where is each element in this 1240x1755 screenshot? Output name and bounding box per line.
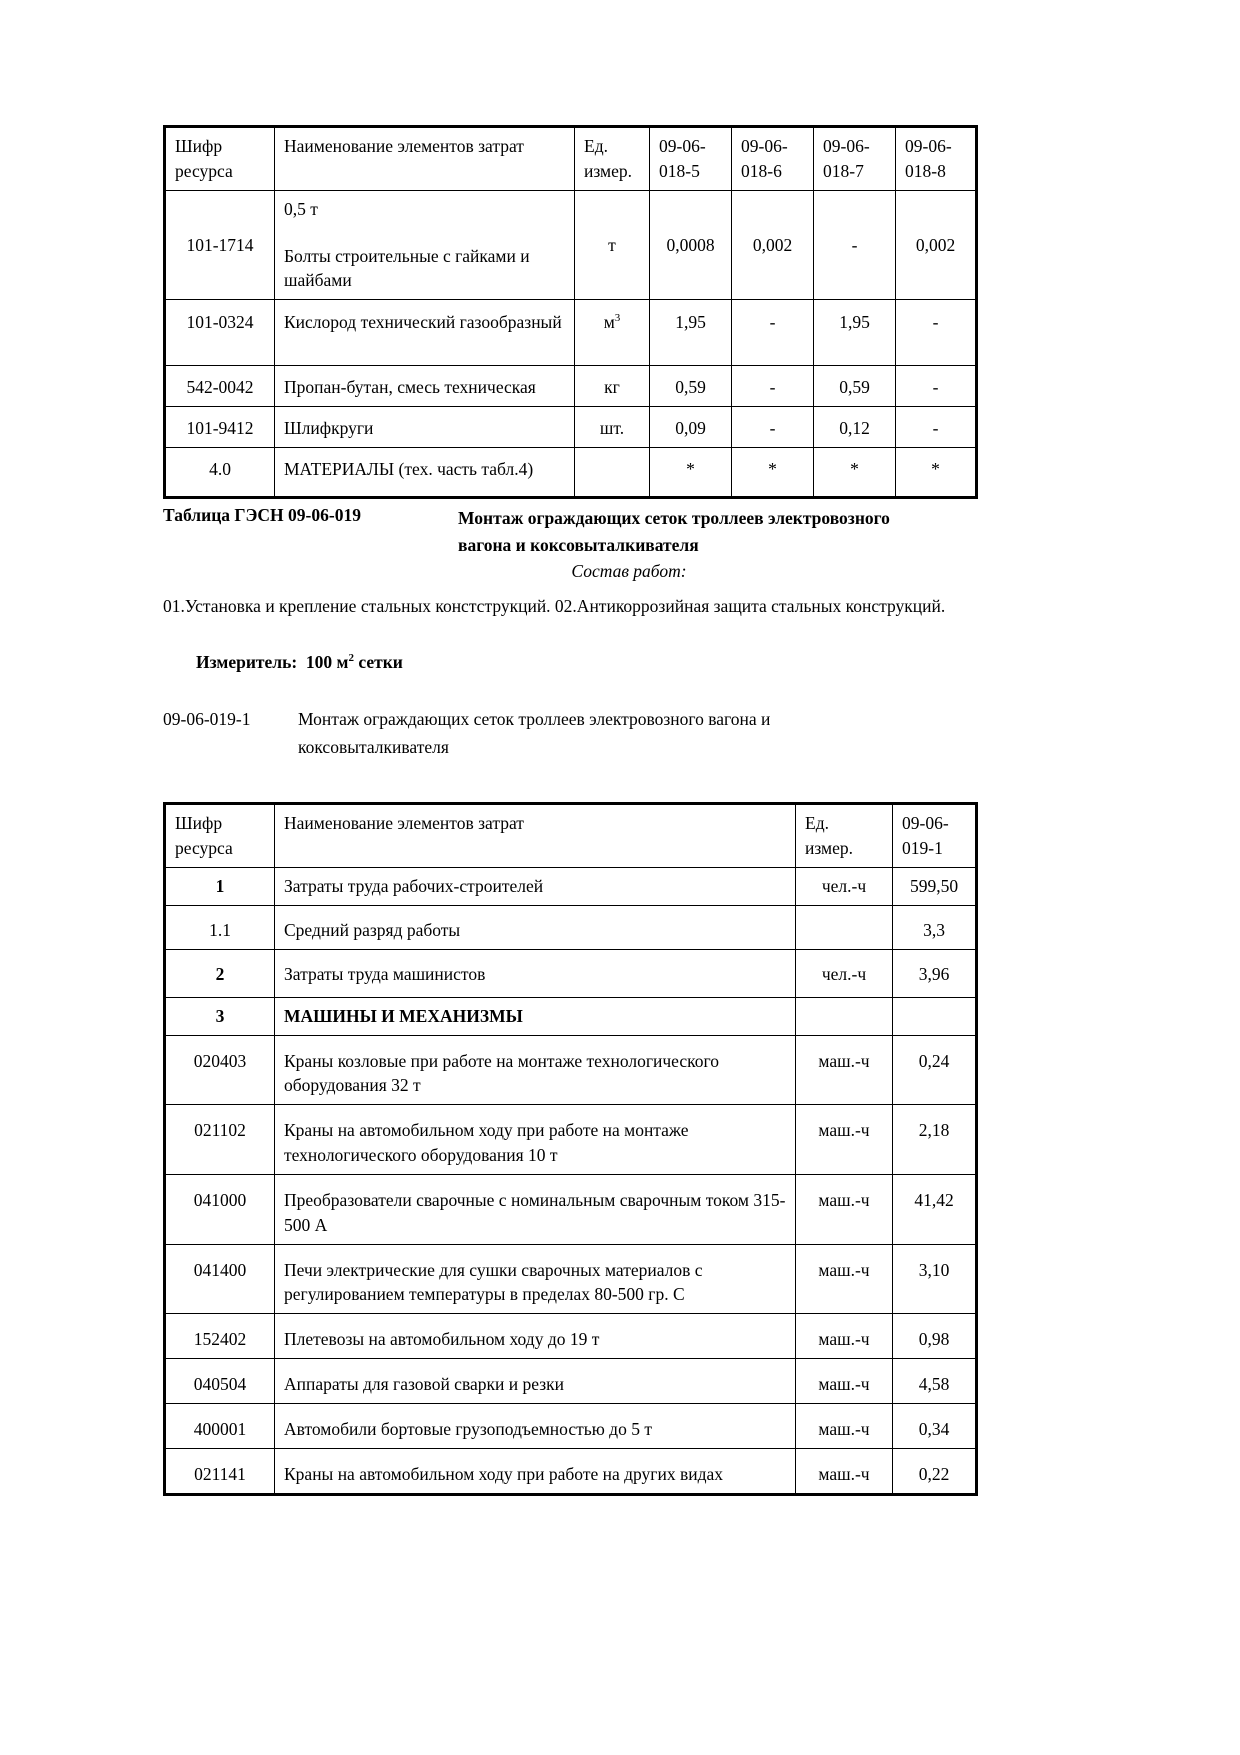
cell-v8: - <box>896 407 977 448</box>
cell-name <box>275 190 575 300</box>
header-cell-code <box>165 127 275 191</box>
header-col6-line2: 018-6 <box>741 160 782 181</box>
izmeritel-line <box>196 652 403 673</box>
cell-name-pre: 0,5 т <box>284 198 318 219</box>
table-row <box>165 905 977 949</box>
cell-name: Печи электрические для сушки сварочных материалов с регулированием температуры в пределах 80-500 гр. С <box>275 1244 796 1314</box>
cell-value: 3,3 <box>893 905 977 949</box>
cell-name: Средний разряд работы <box>275 905 796 949</box>
cell-code: 041400 <box>165 1244 275 1314</box>
cell-name: Пропан-бутан, смесь техническая <box>275 366 575 407</box>
cell-value: 2,18 <box>893 1105 977 1175</box>
table-row <box>165 949 977 997</box>
cell-value: 3,96 <box>893 949 977 997</box>
cell-name: Аппараты для газовой сварки и резки <box>275 1359 796 1404</box>
unit-base: м <box>603 312 615 333</box>
cell-name: Краны на автомобильном ходу при работе на монтаже технологического оборудования 10 т <box>275 1105 796 1175</box>
header-cell-unit <box>575 127 650 191</box>
cell-code: 101-0324 <box>165 300 275 366</box>
header-cell-name: Наименование элементов затрат <box>275 804 796 868</box>
cell-unit <box>575 447 650 497</box>
cell-name: Преобразователи сварочные с номинальным сварочным током 315-500 А <box>275 1174 796 1244</box>
header-code-line1: Шифр <box>175 813 223 833</box>
cell-value <box>893 997 977 1035</box>
cell-v7: - <box>814 190 896 300</box>
cell-code: 021102 <box>165 1105 275 1175</box>
header-col8-line2: 018-8 <box>905 160 946 181</box>
cell-value: 0,22 <box>893 1448 977 1494</box>
cell-v8: 0,002 <box>896 190 977 300</box>
cell-code: 1 <box>165 867 275 905</box>
table-row <box>165 867 977 905</box>
table-row <box>165 1314 977 1359</box>
cell-name: Затраты труда машинистов <box>275 949 796 997</box>
table-row <box>165 1105 977 1175</box>
unit-superscript: 3 <box>614 312 621 325</box>
header-col5-line2: 018-5 <box>659 160 700 181</box>
norm-code: 09-06-019-1 <box>163 709 251 729</box>
cell-unit: т <box>575 190 650 300</box>
cell-v8: * <box>896 447 977 497</box>
header-unit-line2: измер. <box>805 837 853 858</box>
cell-code: 152402 <box>165 1314 275 1359</box>
cell-value: 0,24 <box>893 1035 977 1105</box>
cell-name: МАШИНЫ И МЕХАНИЗМЫ <box>275 997 796 1035</box>
cell-name: МАТЕРИАЛЫ (тех. часть табл.4) <box>275 447 575 497</box>
table-row <box>165 1035 977 1105</box>
cell-unit: маш.-ч <box>796 1105 893 1175</box>
table-row <box>165 1403 977 1448</box>
header-col6-line1: 09-06- <box>741 136 788 156</box>
cell-unit: чел.-ч <box>796 949 893 997</box>
cell-unit: маш.-ч <box>796 1403 893 1448</box>
norm-description-line2: коксовыталкивателя <box>298 737 449 758</box>
table-title <box>458 505 975 559</box>
header-unit-line1: Ед. <box>805 813 829 833</box>
table-row <box>165 1244 977 1314</box>
resource-table-09-06-018 <box>163 125 978 499</box>
cell-code: 2 <box>165 949 275 997</box>
cell-v7: 0,12 <box>814 407 896 448</box>
works-composition-text: 01.Установка и крепление стальных констструкций. 02.Антикоррозийная защита стальных конструкций. <box>163 596 946 616</box>
table-row <box>165 300 977 366</box>
cell-code: 101-1714 <box>165 190 275 300</box>
header-code-line2: ресурса <box>175 837 233 858</box>
izmeritel-value <box>306 652 403 672</box>
header-cell-col-018-7 <box>814 127 896 191</box>
cell-name: Кислород технический газообразный <box>275 300 575 366</box>
cell-code: 021141 <box>165 1448 275 1494</box>
cell-v7: 1,95 <box>814 300 896 366</box>
header-cell-col-018-8 <box>896 127 977 191</box>
table-row <box>165 1174 977 1244</box>
cell-unit: маш.-ч <box>796 1174 893 1244</box>
cell-v5: 0,09 <box>650 407 732 448</box>
cell-name: Шлифкруги <box>275 407 575 448</box>
cell-name: Краны на автомобильном ходу при работе на других видах <box>275 1448 796 1494</box>
cell-unit <box>796 997 893 1035</box>
cell-code: 101-9412 <box>165 407 275 448</box>
header-cell-name: Наименование элементов затрат <box>275 127 575 191</box>
header-value-line2: 019-1 <box>902 837 943 858</box>
cell-v6: - <box>732 366 814 407</box>
cell-name: Затраты труда рабочих-строителей <box>275 867 796 905</box>
cell-code: 542-0042 <box>165 366 275 407</box>
cell-unit <box>796 905 893 949</box>
table-row <box>165 1359 977 1404</box>
table-title-line2: вагона и коксовыталкивателя <box>458 535 699 556</box>
table-number: Таблица ГЭСН 09-06-019 <box>163 505 361 525</box>
header-unit-line2: измер. <box>584 160 632 181</box>
cell-v6: - <box>732 407 814 448</box>
cell-code: 040504 <box>165 1359 275 1404</box>
norm-description <box>298 705 828 762</box>
cell-value: 599,50 <box>893 867 977 905</box>
cell-name: Плетевозы на автомобильном ходу до 19 т <box>275 1314 796 1359</box>
cell-name: Краны козловые при работе на монтаже технологического оборудования 32 т <box>275 1035 796 1105</box>
cell-v8: - <box>896 366 977 407</box>
header-col5-line1: 09-06- <box>659 136 706 156</box>
cell-unit: маш.-ч <box>796 1035 893 1105</box>
cell-name-main: Болты строительные с гайками и шайбами <box>284 245 530 291</box>
table-row <box>165 366 977 407</box>
cell-v5: * <box>650 447 732 497</box>
header-col7-line2: 018-7 <box>823 160 864 181</box>
cell-code: 1.1 <box>165 905 275 949</box>
header-cell-unit <box>796 804 893 868</box>
cell-value: 3,10 <box>893 1244 977 1314</box>
cell-v6: 0,002 <box>732 190 814 300</box>
izmeritel-value-base: 100 м <box>305 652 349 672</box>
norm-description-line1: Монтаж ограждающих сеток троллеев электровозного вагона и <box>298 709 771 729</box>
cell-v7: 0,59 <box>814 366 896 407</box>
izmeritel-value-superscript: 2 <box>348 652 354 665</box>
header-value-line1: 09-06- <box>902 813 949 833</box>
izmeritel-value-tail: сетки <box>353 652 403 672</box>
resource-table-09-06-019 <box>163 802 978 1496</box>
table-row <box>165 407 977 448</box>
cell-v7: * <box>814 447 896 497</box>
cell-code: 020403 <box>165 1035 275 1105</box>
cell-unit: кг <box>575 366 650 407</box>
header-code-line1: Шифр <box>175 136 223 156</box>
norm-entry <box>163 705 975 762</box>
cell-unit: маш.-ч <box>796 1359 893 1404</box>
cell-v6: * <box>732 447 814 497</box>
header-cell-col-018-5 <box>650 127 732 191</box>
cell-v5: 0,0008 <box>650 190 732 300</box>
table-header-row <box>165 804 977 868</box>
header-col8-line1: 09-06- <box>905 136 952 156</box>
table-header-row <box>165 127 977 191</box>
cell-value: 0,34 <box>893 1403 977 1448</box>
cell-code: 3 <box>165 997 275 1035</box>
section-heading <box>163 505 975 582</box>
header-code-line2: ресурса <box>175 160 233 181</box>
table-row <box>165 1448 977 1494</box>
sostav-rabot-label: Состав работ: <box>571 561 687 582</box>
cell-unit: чел.-ч <box>796 867 893 905</box>
cell-unit: шт. <box>575 407 650 448</box>
cell-v8: - <box>896 300 977 366</box>
cell-unit: маш.-ч <box>796 1314 893 1359</box>
table-row <box>165 447 977 497</box>
cell-v6: - <box>732 300 814 366</box>
cell-v5: 1,95 <box>650 300 732 366</box>
cell-code: 400001 <box>165 1403 275 1448</box>
cell-name: Автомобили бортовые грузоподъемностью до 5 т <box>275 1403 796 1448</box>
header-cell-value <box>893 804 977 868</box>
cell-unit: маш.-ч <box>796 1244 893 1314</box>
table-row <box>165 190 977 300</box>
cell-value: 0,98 <box>893 1314 977 1359</box>
header-cell-col-018-6 <box>732 127 814 191</box>
cell-value: 41,42 <box>893 1174 977 1244</box>
header-unit-line1: Ед. <box>584 136 608 156</box>
cell-code: 4.0 <box>165 447 275 497</box>
table-section-row <box>165 997 977 1035</box>
header-col7-line1: 09-06- <box>823 136 870 156</box>
cell-unit <box>575 300 650 366</box>
header-cell-code <box>165 804 275 868</box>
cell-value: 4,58 <box>893 1359 977 1404</box>
table-title-line1: Монтаж ограждающих сеток троллеев электровозного <box>458 508 890 528</box>
cell-unit: маш.-ч <box>796 1448 893 1494</box>
izmeritel-label: Измеритель: <box>196 652 298 672</box>
cell-v5: 0,59 <box>650 366 732 407</box>
cell-code: 041000 <box>165 1174 275 1244</box>
